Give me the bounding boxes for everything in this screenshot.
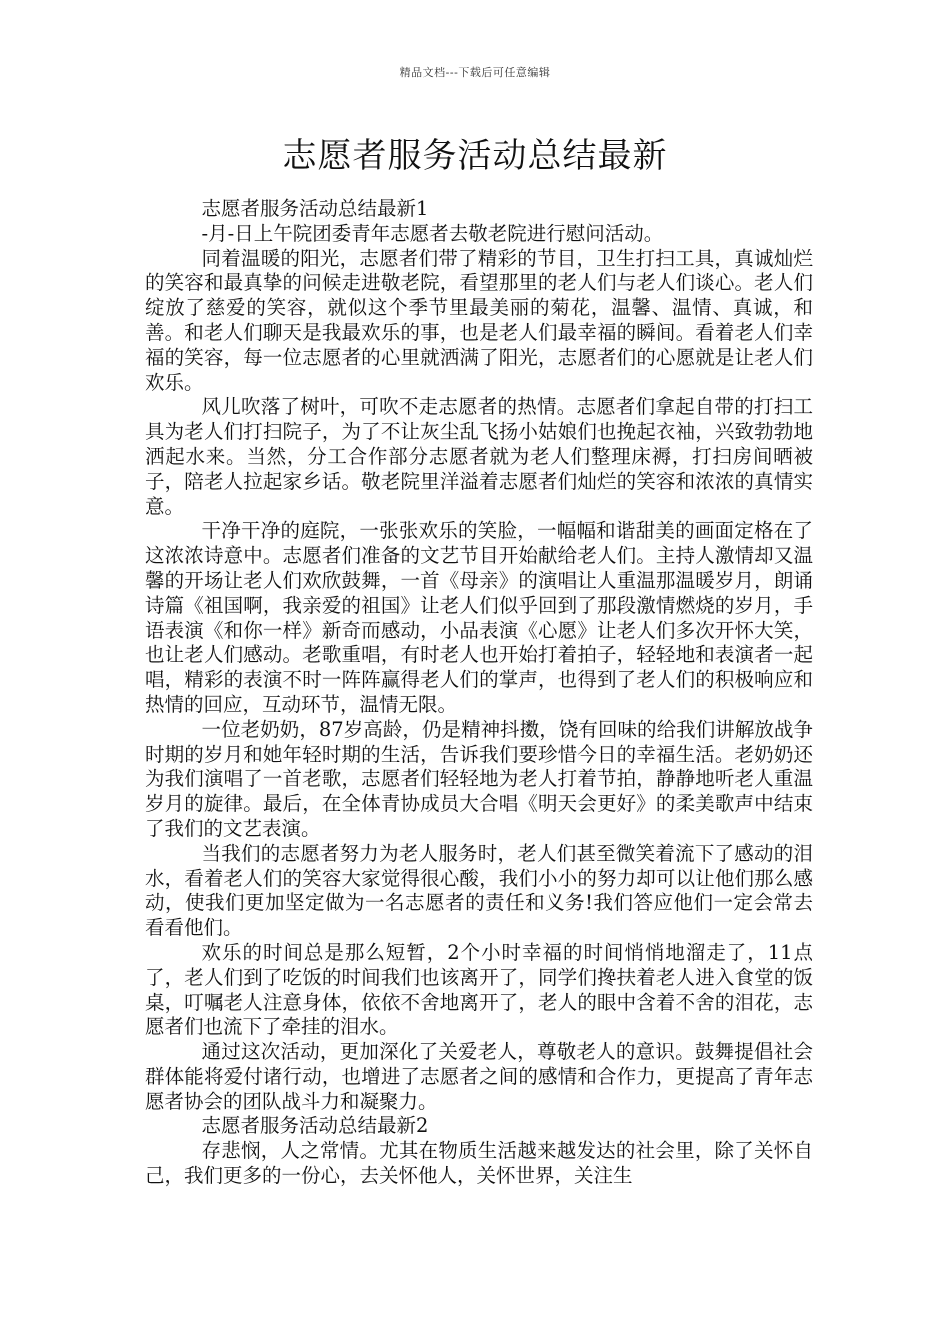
paragraph-1: 同着温暖的阳光，志愿者们带了精彩的节目，卫生打扫工具，真诚灿烂的笑容和最真挚的问候走进敬老院，看望那里的老人们与老人们谈心。老人们绽放了慈爱的笑容，就似这个季节里最美丽的菊花，温馨、温情、真诚，和善。和老人们聊天是我最欢乐的事，也是老人们最幸福的瞬间。看着老人们幸福的笑容，每一位志愿者的心里就洒满了阳光，志愿者们的心愿就是让老人们欢乐。 [145, 246, 813, 394]
paragraph-4: 一位老奶奶，87岁高龄，仍是精神抖擞，饶有回味的给我们讲解放战争时期的岁月和她年轻时期的生活，告诉我们要珍惜今日的幸福生活。老奶奶还为我们演唱了一首老歌，志愿者们轻轻地为老人打着节拍，静静地听老人重温岁月的旋律。最后，在全体青协成员大合唱《明天会更好》的柔美歌声中结束了我们的文艺表演。 [145, 717, 813, 840]
paragraph-3: 干净干净的庭院，一张张欢乐的笑脸，一幅幅和谐甜美的画面定格在了这浓浓诗意中。志愿者们准备的文艺节目开始献给老人们。主持人激情却又温馨的开场让老人们欢欣鼓舞，一首《母亲》的演唱让人重温那温暖岁月，朗诵诗篇《祖国啊，我亲爱的祖国》让老人们似乎回到了那段激情燃烧的岁月，手语表演《和你一样》新奇而感动，小品表演《心愿》让老人们多次开怀大笑，也让老人们感动。老歌重唱，有时老人也开始打着拍子，轻轻地和表演者一起唱，精彩的表演不时一阵阵赢得老人们的掌声，也得到了老人们的积极响应和热情的回应，互动环节，温情无限。 [145, 519, 813, 716]
document-title: 志愿者服务活动总结最新 [282, 136, 668, 176]
document-body [145, 197, 813, 1189]
header-note: 精品文档---下载后可任意编辑 [399, 66, 551, 79]
section-heading-1: 志愿者服务活动总结最新1 [201, 197, 429, 220]
paragraph-date: -月-日上午院团委青年志愿者去敬老院进行慰问活动。 [201, 221, 664, 245]
paragraph-8: 存悲悯，人之常情。尤其在物质生活越来越发达的社会里，除了关怀自己，我们更多的一份心，去关怀他人，关怀世界，关注生 [145, 1139, 813, 1188]
paragraph-2: 风儿吹落了树叶，可吹不走志愿者的热情。志愿者们拿起自带的打扫工具为老人们打扫院子，为了不让灰尘乱飞扬小姑娘们也挽起衣袖，兴致勃勃地洒起水来。当然，分工合作部分志愿者就为老人们整理床褥，打扫房间晒被子，陪老人拉起家乡话。敬老院里洋溢着志愿者们灿烂的笑容和浓浓的真情实意。 [145, 395, 813, 518]
section-heading-2: 志愿者服务活动总结最新2 [201, 1114, 429, 1138]
paragraph-6: 欢乐的时间总是那么短暂，2个小时幸福的时间悄悄地溜走了，11点了，老人们到了吃饭的时间我们也该离开了，同学们搀扶着老人进入食堂的饭桌，叮嘱老人注意身体，依依不舍地离开了，老人的眼中含着不舍的泪花，志愿者们也流下了牵挂的泪水。 [145, 940, 813, 1039]
paragraph-5: 当我们的志愿者努力为老人服务时，老人们甚至微笑着流下了感动的泪水，看着老人们的笑容大家觉得很心酸，我们小小的努力却可以让他们那么感动，使我们更加坚定做为一名志愿者的责任和义务!我们答应他们一定会常去看看他们。 [145, 841, 813, 940]
paragraph-7: 通过这次活动，更加深化了关爱老人，尊敬老人的意识。鼓舞提倡社会群体能将爱付诸行动，也增进了志愿者之间的感情和合作力，更提高了青年志愿者协会的团队战斗力和凝聚力。 [145, 1040, 813, 1113]
